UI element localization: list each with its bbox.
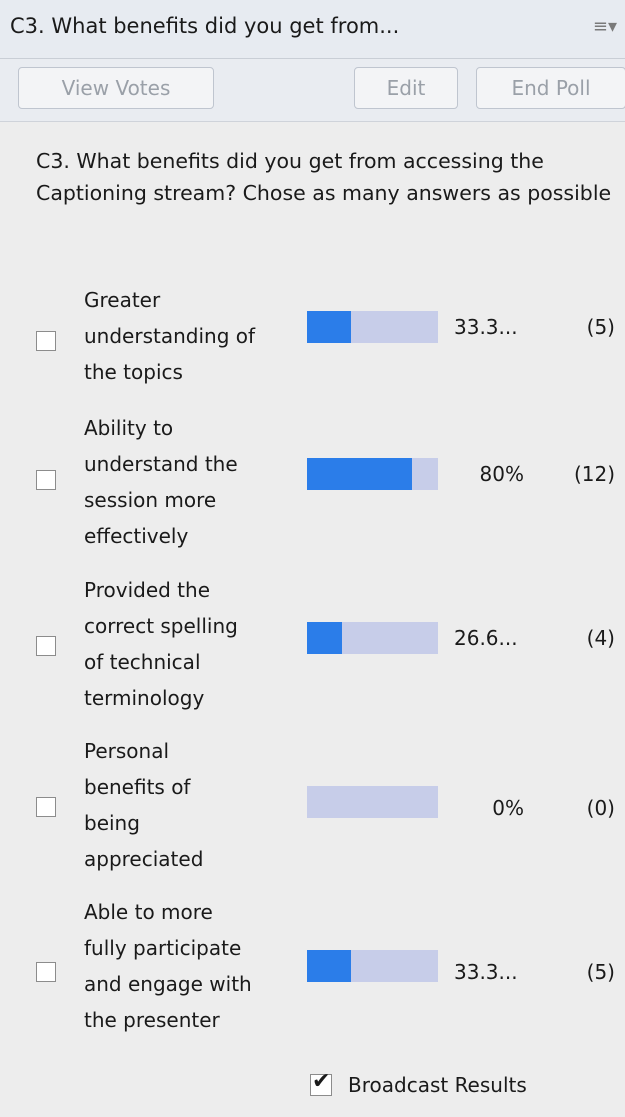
answer-checkbox[interactable] xyxy=(36,962,56,982)
answer-count: (5) xyxy=(586,960,615,984)
answer-percent: 0% xyxy=(492,796,524,820)
answer-percent: 33.3... xyxy=(454,315,518,339)
answer-percent: 33.3... xyxy=(454,960,518,984)
check-icon: ✔ xyxy=(312,1069,331,1094)
answer-bar xyxy=(307,950,438,982)
answer-bar xyxy=(307,311,438,343)
answer-checkbox[interactable] xyxy=(36,797,56,817)
answer-label: Ability to understand the session more effectively xyxy=(84,416,238,548)
poll-question: C3. What benefits did you get from accessing the Captioning stream? Chose as many answers as possible xyxy=(36,149,612,205)
poll-title-bar xyxy=(0,0,625,59)
answer-label: Provided the correct spelling of technical terminology xyxy=(84,578,238,710)
answer-label: Greater understanding of the topics xyxy=(84,288,256,384)
broadcast-checkbox[interactable] xyxy=(310,1069,332,1096)
answer-percent: 80% xyxy=(479,462,524,486)
answer-count: (0) xyxy=(586,796,615,820)
answer-bar xyxy=(307,622,438,654)
broadcast-label: Broadcast Results xyxy=(348,1073,527,1097)
edit-button[interactable]: Edit xyxy=(354,67,458,109)
answer-count: (12) xyxy=(573,462,615,486)
menu-icon[interactable]: ≡▾ xyxy=(592,16,617,37)
answer-bar xyxy=(307,458,438,490)
view-votes-button[interactable]: View Votes xyxy=(18,67,214,109)
answer-label: Able to more fully participate and engage with the presenter xyxy=(84,900,252,1032)
answer-checkbox[interactable] xyxy=(36,470,56,490)
end-poll-button[interactable]: End Poll xyxy=(476,67,625,109)
answer-bar-fill xyxy=(307,622,342,654)
answer-count: (4) xyxy=(586,626,615,650)
answer-bar-fill xyxy=(307,458,412,490)
poll-title: C3. What benefits did you get from... xyxy=(10,14,400,38)
answer-bar-fill xyxy=(307,311,351,343)
answer-count: (5) xyxy=(586,315,615,339)
answer-label: Personal benefits of being appreciated xyxy=(84,739,204,871)
poll-toolbar xyxy=(0,59,625,122)
answer-bar xyxy=(307,786,438,818)
answer-checkbox[interactable] xyxy=(36,636,56,656)
answer-percent: 26.6... xyxy=(454,626,518,650)
answer-bar-fill xyxy=(307,950,351,982)
answer-checkbox[interactable] xyxy=(36,331,56,351)
broadcast-results-toggle[interactable] xyxy=(310,1070,527,1100)
